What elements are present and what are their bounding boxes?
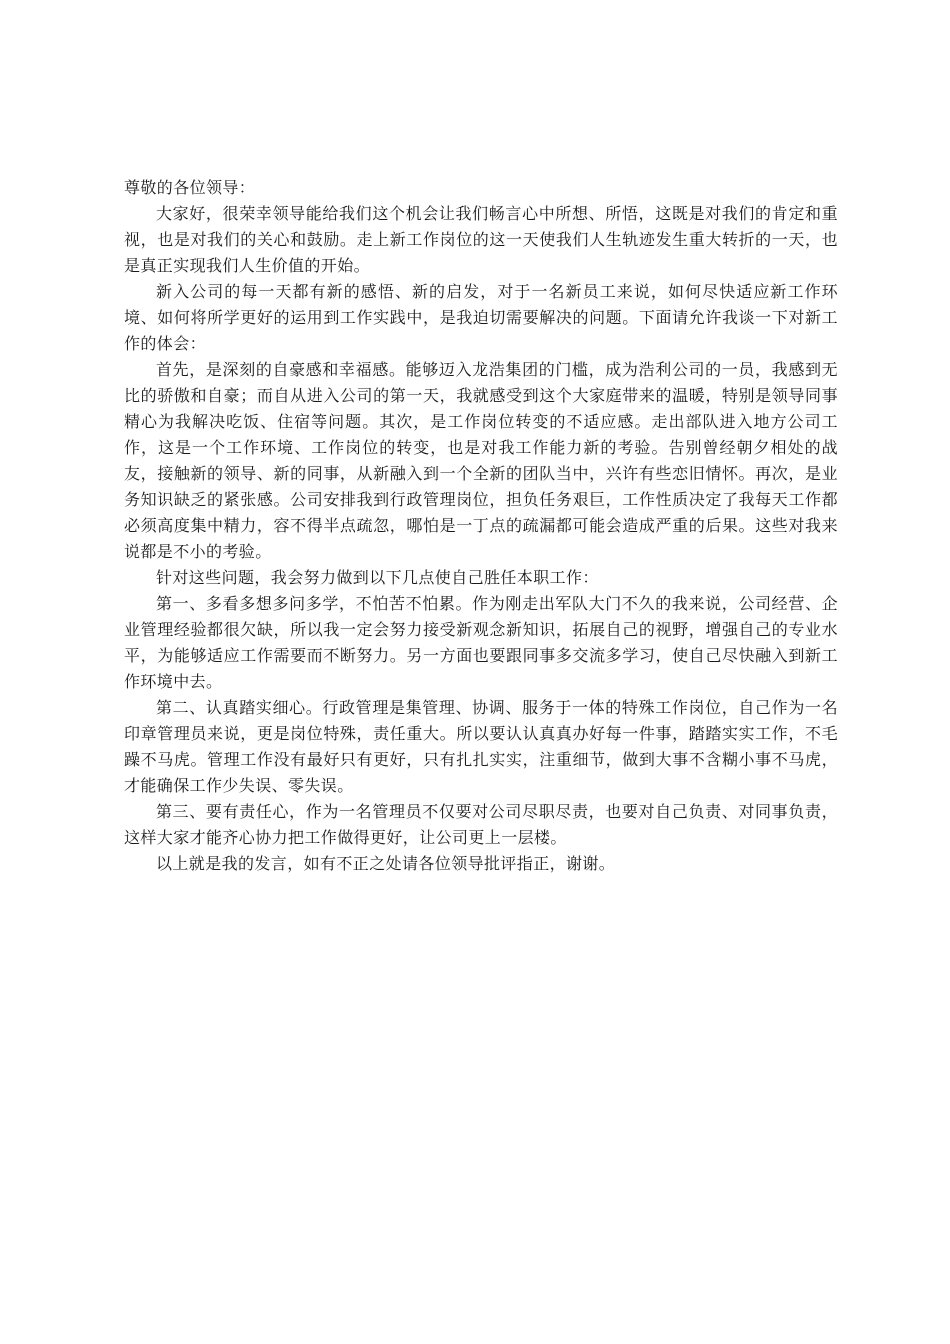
salutation: 尊敬的各位领导： [124,178,256,197]
paragraph-resolutions-intro: 针对这些问题，我会努力做到以下几点使自己胜任本职工作： [156,568,599,587]
paragraph-first-feelings: 首先，是深刻的自豪感和幸福感。能够迈入龙浩集团的门槛，成为浩利公司的一员，我感到无比的骄傲和自豪；而自从进入公司的第一天，我就感受到这个大家庭带来的温暖，特别是领导同事精心为我解决吃饭、住宿等问题。其次，是工作岗位转变的不适应感。走出部队进入地方公司工作，这是一个工作环境、工作岗位的转变，也是对我工作能力新的考验。告别曾经朝夕相处的战友，接触新的领导、新的同事，从新融入到一个全新的团队当中，兴许有些恋旧情怀。再次，是业务知识缺乏的紧张感。公司安排我到行政管理岗位，担负任务艰巨，工作性质决定了我每天工作都必须高度集中精力，容不得半点疏忽，哪怕是一丁点的疏漏都可能会造成严重的后果。这些对我来说都是不小的考验。 [124,360,838,561]
paragraph-new-insights: 新入公司的每一天都有新的感悟、新的启发，对于一名新员工来说，如何尽快适应新工作环境、如何将所学更好的运用到工作实践中，是我迫切需要解决的问题。下面请允许我谈一下对新工作的体会： [124,282,838,353]
document-page [124,175,838,877]
paragraph-point-one: 第一、多看多想多问多学，不怕苦不怕累。作为刚走出军队大门不久的我来说，公司经营、企业管理经验都很欠缺，所以我一定会努力接受新观念新知识，拓展自己的视野，增强自己的专业水平，为能够适应工作需要而不断努力。另一方面也要跟同事多交流多学习，使自己尽快融入到新工作环境中去。 [124,594,838,691]
paragraph-point-two: 第二、认真踏实细心。行政管理是集管理、协调、服务于一体的特殊工作岗位，自己作为一名印章管理员来说，更是岗位特殊，责任重大。所以要认认真真办好每一件事，踏踏实实工作，不毛躁不马虎。管理工作没有最好只有更好，只有扎扎实实，注重细节，做到大事不含糊小事不马虎，才能确保工作少失误、零失误。 [124,698,838,795]
paragraph-closing: 以上就是我的发言，如有不正之处请各位领导批评指正，谢谢。 [156,854,616,873]
paragraph-greeting: 大家好，很荣幸领导能给我们这个机会让我们畅言心中所想、所悟，这既是对我们的肯定和重视，也是对我们的关心和鼓励。走上新工作岗位的这一天使我们人生轨迹发生重大转折的一天，也是真正实现我们人生价值的开始。 [124,204,838,275]
paragraph-point-three: 第三、要有责任心，作为一名管理员不仅要对公司尽职尽责，也要对自己负责、对同事负责，这样大家才能齐心协力把工作做得更好，让公司更上一层楼。 [124,802,838,847]
